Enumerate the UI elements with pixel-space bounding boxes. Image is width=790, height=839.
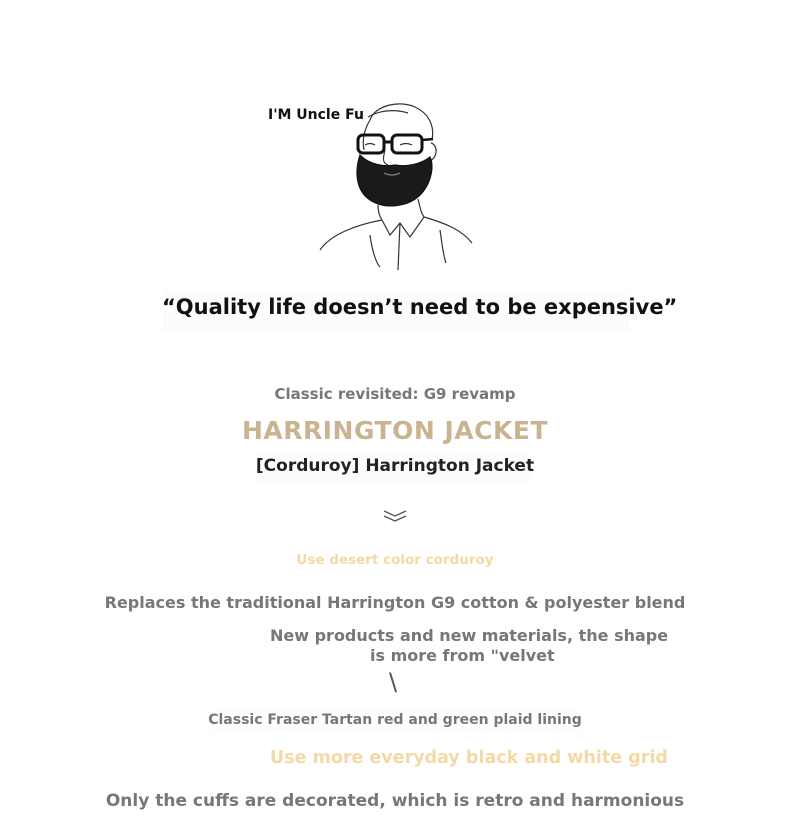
detail-lining: Classic Fraser Tartan red and green plaid lining xyxy=(208,712,582,728)
detail-shape-2: is more from "velvet xyxy=(370,646,555,665)
bearded-man-portrait-icon xyxy=(300,95,490,275)
double-chevron-down-icon xyxy=(380,508,410,524)
detail-cuffs: Only the cuffs are decorated, which is retro and harmonious xyxy=(105,791,685,811)
brand-label: I'M Uncle Fu xyxy=(268,107,364,123)
detail-material: Replaces the traditional Harrington G9 cotton & polyester blend xyxy=(104,593,686,612)
product-title-en: HARRINGTON JACKET xyxy=(241,416,548,445)
product-name: [Corduroy] Harrington Jacket xyxy=(255,456,535,476)
detail-color: Use desert color corduroy xyxy=(296,552,494,568)
separator-slash: \ xyxy=(389,668,398,696)
detail-shape-1: New products and new materials, the shape xyxy=(270,626,669,645)
detail-grid: Use more everyday black and white grid xyxy=(270,748,668,768)
product-subtitle: Classic revisited: G9 revamp xyxy=(274,385,516,403)
quote-text: “Quality life doesn’t need to be expensive” xyxy=(162,295,678,319)
